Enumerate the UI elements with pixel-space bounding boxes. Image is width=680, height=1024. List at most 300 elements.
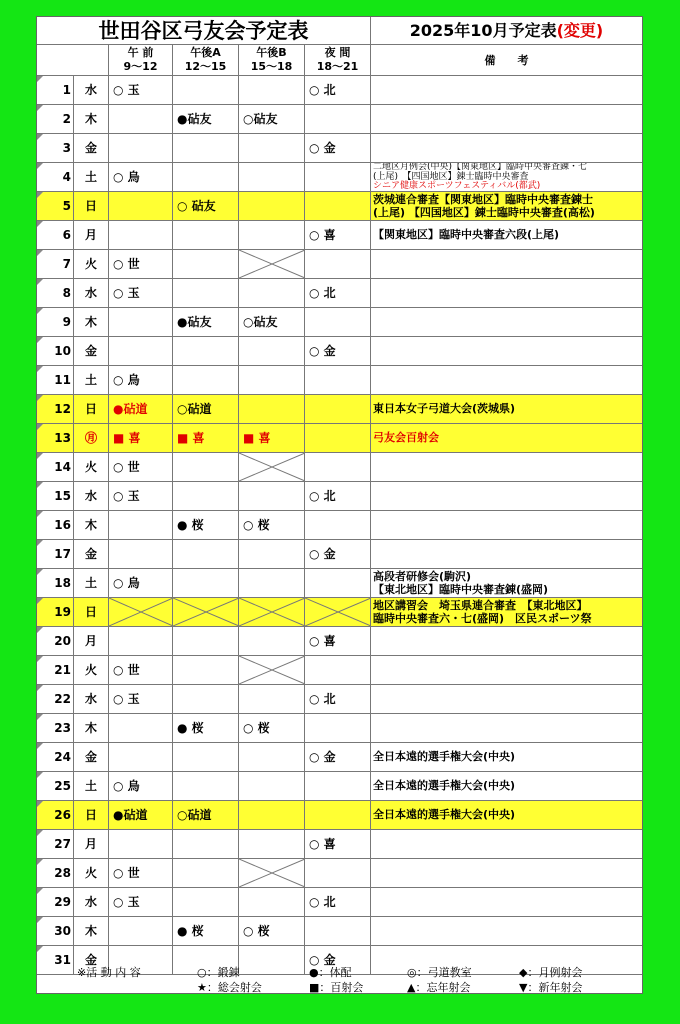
slot-pa (173, 743, 239, 771)
day-number: 28 (37, 859, 74, 887)
remarks (371, 830, 642, 858)
legend-item: ○：鍛錬 (197, 966, 240, 979)
slot-am: ○ 玉 (109, 279, 173, 307)
remarks-line: 茨城連合審査【関東地区】臨時中央審査錬士 (373, 193, 593, 206)
weekday: 土 (74, 569, 109, 597)
remarks (371, 656, 642, 684)
remarks (371, 308, 642, 336)
slot-am: ○ 玉 (109, 76, 173, 104)
remarks (371, 511, 642, 539)
corner-marker (37, 395, 43, 401)
legend-item: ▼：新年射会 (519, 981, 583, 994)
table-row (37, 395, 642, 424)
remarks-line: 高段者研修会(駒沢) (373, 570, 472, 583)
table-row (37, 772, 642, 801)
closed-slot (239, 250, 305, 278)
cross-mark (305, 598, 371, 626)
slot-ev: ○ 金 (305, 337, 371, 365)
remarks (371, 772, 642, 800)
slot-pa (173, 453, 239, 481)
corner-marker (37, 627, 43, 633)
weekday: 火 (74, 453, 109, 481)
day-number: 1 (37, 76, 74, 104)
slot-pb (239, 221, 305, 249)
weekday: 木 (74, 511, 109, 539)
slot-pa (173, 163, 239, 191)
day-number: 7 (37, 250, 74, 278)
slot-pb: ○砧友 (239, 308, 305, 336)
table-row (37, 221, 642, 250)
slot-am: ■ 喜 (109, 424, 173, 452)
table-row (37, 511, 642, 540)
remarks (371, 743, 642, 771)
table-row (37, 424, 642, 453)
slot-pa (173, 627, 239, 655)
slot-pa: ● 桜 (173, 511, 239, 539)
day-number: 26 (37, 801, 74, 829)
remarks (371, 685, 642, 713)
table-row (37, 453, 642, 482)
subtitle-month: 2025年10月予定表 (409, 21, 557, 40)
table-row (37, 482, 642, 511)
weekday: 木 (74, 105, 109, 133)
legend-item: ◎：弓道教室 (407, 966, 472, 979)
corner-marker (37, 424, 43, 430)
slot-pb: ○ 桜 (239, 714, 305, 742)
slot-ev (305, 308, 371, 336)
day-number: 20 (37, 627, 74, 655)
corner-marker (37, 859, 43, 865)
corner-marker (37, 308, 43, 314)
day-number: 18 (37, 569, 74, 597)
slot-pb: ○ 桜 (239, 511, 305, 539)
col-header-note-label: 備 考 (484, 54, 529, 67)
slot-am (109, 917, 173, 945)
day-number: 30 (37, 917, 74, 945)
remarks (371, 279, 642, 307)
col-header-ev-name: 夜 間 (324, 46, 351, 59)
slot-ev: ○ 喜 (305, 627, 371, 655)
table-row (37, 105, 642, 134)
corner-marker (37, 830, 43, 836)
corner-marker (37, 482, 43, 488)
table-row (37, 540, 642, 569)
slot-ev: ○ 金 (305, 946, 371, 974)
slot-pa (173, 569, 239, 597)
slot-pa (173, 221, 239, 249)
slot-am (109, 511, 173, 539)
day-number: 3 (37, 134, 74, 162)
remarks-line: 全日本遠的選手権大会(中央) (373, 808, 516, 821)
legend (37, 963, 642, 993)
legend-label: ※活 動 内 容 (77, 966, 141, 979)
slot-ev (305, 453, 371, 481)
slot-ev: ○ 喜 (305, 830, 371, 858)
corner-marker (37, 511, 43, 517)
day-number: 29 (37, 888, 74, 916)
cross-mark (109, 598, 173, 626)
weekday: ㊊ (74, 424, 109, 452)
table-row (37, 366, 642, 395)
table-row (37, 714, 642, 743)
slot-am (109, 134, 173, 162)
slot-pb (239, 134, 305, 162)
slot-pb (239, 163, 305, 191)
slot-pb: ○砧友 (239, 105, 305, 133)
remarks (371, 714, 642, 742)
slot-am (109, 337, 173, 365)
slot-pa: ●砧友 (173, 308, 239, 336)
closed-slot (173, 598, 239, 626)
slot-pb (239, 627, 305, 655)
slot-ev (305, 105, 371, 133)
slot-ev: ○ 北 (305, 279, 371, 307)
slot-pa (173, 76, 239, 104)
slot-ev (305, 250, 371, 278)
col-header-ev (305, 45, 371, 76)
day-number: 8 (37, 279, 74, 307)
slot-pa (173, 337, 239, 365)
corner-marker (37, 163, 43, 169)
corner-marker (37, 105, 43, 111)
day-number: 6 (37, 221, 74, 249)
remarks-line: 【関東地区】臨時中央審査六段(上尾) (373, 228, 560, 241)
weekday: 月 (74, 830, 109, 858)
table-row (37, 801, 642, 830)
cross-mark (239, 598, 305, 626)
slot-pb (239, 482, 305, 510)
slot-am (109, 308, 173, 336)
corner-marker (37, 714, 43, 720)
remarks-line: (上尾) 【四国地区】錬士臨時中央審査 (373, 171, 529, 182)
slot-pb (239, 743, 305, 771)
legend-item: ▲：忘年射会 (407, 981, 471, 994)
corner-marker (37, 279, 43, 285)
slot-ev (305, 569, 371, 597)
slot-pa (173, 830, 239, 858)
col-header-pa-name: 午後A (190, 46, 221, 59)
slot-pa (173, 772, 239, 800)
slot-am: ○ 玉 (109, 685, 173, 713)
slot-pa: ● 桜 (173, 714, 239, 742)
slot-ev (305, 801, 371, 829)
weekday: 日 (74, 192, 109, 220)
slot-am: ●砧道 (109, 801, 173, 829)
remarks (371, 105, 642, 133)
remarks (371, 366, 642, 394)
slot-am (109, 105, 173, 133)
slot-am: ○ 世 (109, 656, 173, 684)
col-header-am (109, 45, 173, 76)
slot-ev (305, 395, 371, 423)
slot-pb (239, 772, 305, 800)
cross-mark (239, 656, 305, 684)
col-header-ev-time: 18～21 (316, 60, 359, 73)
remarks-line: 【東北地区】臨時中央審査錬(盛岡) (373, 583, 549, 596)
weekday: 土 (74, 163, 109, 191)
slot-pa: ■ 喜 (173, 424, 239, 452)
slot-am: ○ 玉 (109, 888, 173, 916)
slot-ev (305, 656, 371, 684)
remarks (371, 337, 642, 365)
slot-am: ○ 烏 (109, 772, 173, 800)
weekday: 日 (74, 801, 109, 829)
day-number: 5 (37, 192, 74, 220)
table-row (37, 627, 642, 656)
slot-pb (239, 192, 305, 220)
slot-ev: ○ 北 (305, 76, 371, 104)
slot-ev (305, 163, 371, 191)
weekday: 金 (74, 743, 109, 771)
cross-mark (173, 598, 239, 626)
corner-marker (37, 134, 43, 140)
day-number: 27 (37, 830, 74, 858)
day-number: 16 (37, 511, 74, 539)
table-row (37, 656, 642, 685)
remarks (371, 76, 642, 104)
weekday: 金 (74, 946, 109, 974)
slot-pb (239, 685, 305, 713)
table-row (37, 250, 642, 279)
slot-am (109, 627, 173, 655)
remarks-line: 臨時中央審査六・七(盛岡) 区民スポーツ祭 (373, 612, 592, 625)
slot-pb: ○ 桜 (239, 917, 305, 945)
day-number: 22 (37, 685, 74, 713)
corner-marker (37, 337, 43, 343)
schedule-sheet (36, 16, 643, 994)
remarks (371, 424, 642, 452)
legend-item: ◆：月例射会 (519, 966, 583, 979)
corner-marker (37, 656, 43, 662)
day-number: 11 (37, 366, 74, 394)
table-row (37, 76, 642, 105)
weekday: 金 (74, 337, 109, 365)
day-number: 10 (37, 337, 74, 365)
slot-pa (173, 656, 239, 684)
weekday: 金 (74, 540, 109, 568)
table-row (37, 917, 642, 946)
weekday: 木 (74, 714, 109, 742)
weekday: 火 (74, 859, 109, 887)
cross-mark (239, 250, 305, 278)
slot-pb (239, 76, 305, 104)
weekday: 木 (74, 308, 109, 336)
weekday: 土 (74, 366, 109, 394)
closed-slot (239, 598, 305, 626)
remarks-line: 全日本遠的選手権大会(中央) (373, 779, 516, 792)
remarks (371, 453, 642, 481)
col-header-pb (239, 45, 305, 76)
remarks-line: 地区講習会 埼玉県連合審査 【東北地区】 (373, 599, 588, 612)
remarks (371, 221, 642, 249)
slot-ev: ○ 金 (305, 743, 371, 771)
weekday: 月 (74, 221, 109, 249)
slot-pa (173, 250, 239, 278)
day-number: 24 (37, 743, 74, 771)
slot-pa (173, 366, 239, 394)
remarks (371, 888, 642, 916)
table-row (37, 279, 642, 308)
slot-ev: ○ 喜 (305, 221, 371, 249)
weekday: 土 (74, 772, 109, 800)
weekday: 木 (74, 917, 109, 945)
corner-marker (37, 888, 43, 894)
slot-pb (239, 366, 305, 394)
remarks-line: 二地区月例会(中央)【関東地区】臨時中央審査錬・七 (373, 163, 588, 172)
corner-marker (37, 221, 43, 227)
day-number: 2 (37, 105, 74, 133)
slot-am: ○ 世 (109, 250, 173, 278)
corner-marker (37, 540, 43, 546)
remarks (371, 250, 642, 278)
col-header-pa-time: 12～15 (184, 60, 227, 73)
slot-pa (173, 888, 239, 916)
corner-marker (37, 192, 43, 198)
closed-slot (239, 453, 305, 481)
closed-slot (109, 598, 173, 626)
slot-pa: ●砧友 (173, 105, 239, 133)
cross-mark (239, 859, 305, 887)
weekday: 火 (74, 656, 109, 684)
table-row (37, 830, 642, 859)
remarks (371, 482, 642, 510)
slot-pb (239, 888, 305, 916)
col-header-pa (173, 45, 239, 76)
remarks (371, 569, 642, 597)
day-number: 19 (37, 598, 74, 626)
cross-mark (239, 453, 305, 481)
page-title: 世田谷区弓友会予定表 (37, 17, 371, 45)
col-header-pb-time: 15～18 (250, 60, 293, 73)
remarks-line: 弓友会百射会 (373, 431, 439, 444)
slot-pa: ● 桜 (173, 917, 239, 945)
slot-ev (305, 366, 371, 394)
slot-am (109, 714, 173, 742)
corner-marker (37, 366, 43, 372)
slot-am: ●砧道 (109, 395, 173, 423)
col-header-am-time: 9～12 (123, 60, 158, 73)
col-header-am-name: 午 前 (127, 46, 154, 59)
weekday: 月 (74, 627, 109, 655)
weekday: 火 (74, 250, 109, 278)
slot-pa (173, 134, 239, 162)
slot-pb (239, 801, 305, 829)
weekday: 水 (74, 279, 109, 307)
slot-pb (239, 830, 305, 858)
table-row (37, 192, 642, 221)
header-blank (37, 45, 109, 76)
remarks (371, 859, 642, 887)
table-row (37, 308, 642, 337)
remarks-line: シニア健康スポーツフェスティバル(都武) (373, 181, 541, 191)
legend-item: ●：体配 (309, 966, 352, 979)
table-row (37, 163, 642, 192)
legend-item: ■：百射会 (309, 981, 364, 994)
day-number: 23 (37, 714, 74, 742)
slot-ev (305, 859, 371, 887)
slot-am: ○ 玉 (109, 482, 173, 510)
table-row (37, 569, 642, 598)
subtitle-change-mark: (変更) (556, 21, 604, 40)
remarks (371, 395, 642, 423)
weekday: 水 (74, 685, 109, 713)
remarks-line: 全日本遠的選手権大会(中央) (373, 750, 516, 763)
corner-marker (37, 801, 43, 807)
slot-pb (239, 540, 305, 568)
slot-ev (305, 511, 371, 539)
remarks (371, 163, 642, 191)
page-subtitle (371, 17, 642, 45)
remarks (371, 598, 642, 626)
day-number: 4 (37, 163, 74, 191)
corner-marker (37, 250, 43, 256)
slot-am: ○ 世 (109, 859, 173, 887)
weekday: 金 (74, 134, 109, 162)
slot-pb (239, 279, 305, 307)
day-number: 21 (37, 656, 74, 684)
slot-am: ○ 烏 (109, 163, 173, 191)
closed-slot (239, 656, 305, 684)
day-number: 31 (37, 946, 74, 974)
slot-pa (173, 685, 239, 713)
corner-marker (37, 917, 43, 923)
table-row (37, 685, 642, 714)
slot-ev (305, 917, 371, 945)
remarks (371, 192, 642, 220)
slot-ev: ○ 北 (305, 888, 371, 916)
slot-pa (173, 540, 239, 568)
corner-marker (37, 772, 43, 778)
table-row (37, 134, 642, 163)
slot-am: ○ 世 (109, 453, 173, 481)
corner-marker (37, 453, 43, 459)
corner-marker (37, 685, 43, 691)
slot-am (109, 830, 173, 858)
table-row (37, 859, 642, 888)
table-row (37, 337, 642, 366)
day-number: 25 (37, 772, 74, 800)
corner-marker (37, 946, 43, 952)
remarks (371, 134, 642, 162)
slot-pa: ○砧道 (173, 395, 239, 423)
day-number: 13 (37, 424, 74, 452)
remarks (371, 917, 642, 945)
remarks (371, 540, 642, 568)
weekday: 日 (74, 598, 109, 626)
slot-pa (173, 859, 239, 887)
day-number: 12 (37, 395, 74, 423)
closed-slot (305, 598, 371, 626)
table-row (37, 888, 642, 917)
remarks (371, 627, 642, 655)
corner-marker (37, 743, 43, 749)
table-row (37, 743, 642, 772)
slot-am (109, 192, 173, 220)
corner-marker (37, 76, 43, 82)
slot-ev (305, 714, 371, 742)
slot-pb (239, 395, 305, 423)
closed-slot (239, 859, 305, 887)
weekday: 水 (74, 888, 109, 916)
slot-am: ○ 烏 (109, 569, 173, 597)
remarks (371, 801, 642, 829)
slot-am (109, 221, 173, 249)
col-header-note (371, 45, 642, 76)
weekday: 日 (74, 395, 109, 423)
corner-marker (37, 569, 43, 575)
legend-item: ★：総会射会 (197, 981, 262, 994)
day-number: 15 (37, 482, 74, 510)
